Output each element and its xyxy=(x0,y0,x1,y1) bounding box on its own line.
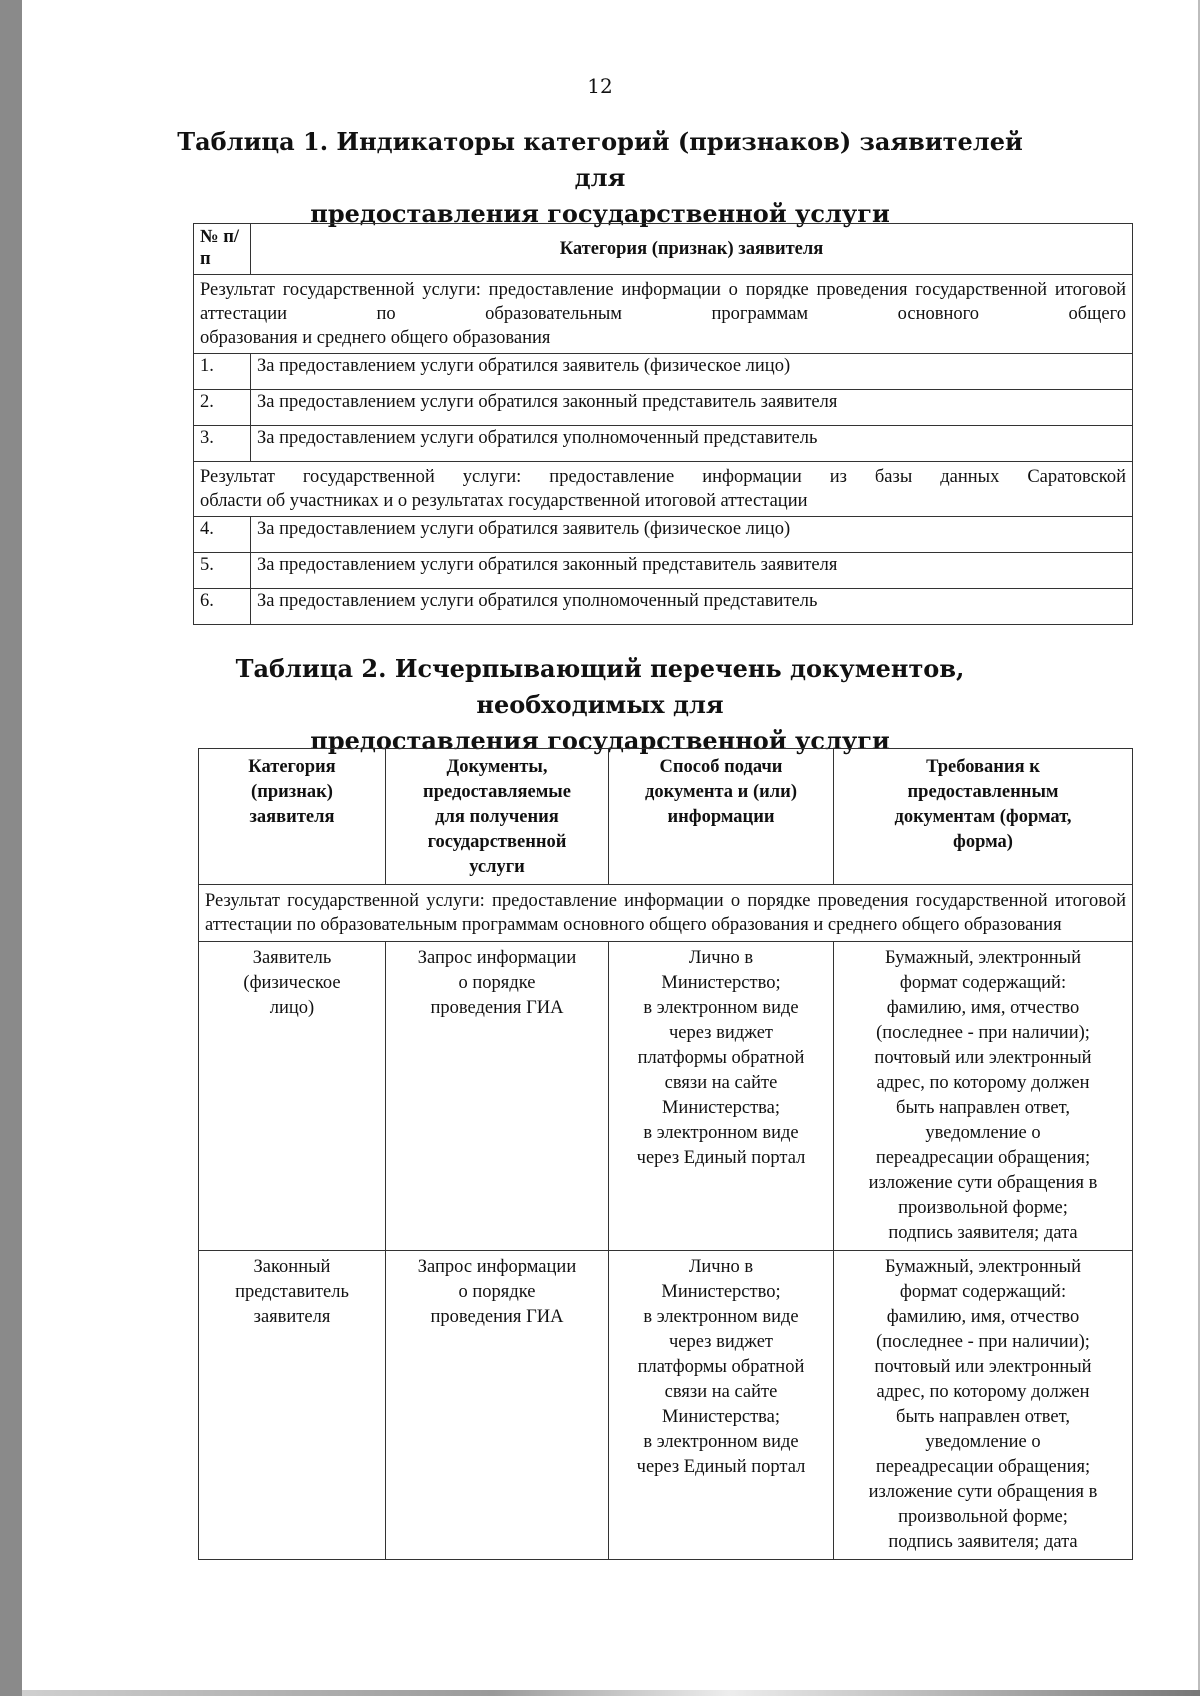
row-text: За предоставлением услуги обратился заявитель (физическое лицо) xyxy=(251,354,1133,390)
table1-section-1-text: Результат государственной услуги: предоставление информации о порядке проведения государственной итоговой аттестации по образовательным программам основного общего xyxy=(200,280,1126,324)
page-number: 12 xyxy=(587,74,613,98)
table-row xyxy=(194,426,1133,462)
row-category: Заявитель (физическое лицо) xyxy=(199,942,386,1251)
row-num: 3. xyxy=(194,426,251,462)
row-requirements: Бумажный, электронный формат содержащий: фамилию, имя, отчество (последнее - при наличии); почтовый или электронный адрес, по которому должен быть направлен ответ, уведомление о переадресации обращения; изложение сути обращения в произвольной форме; подпись заявителя; дата xyxy=(834,1251,1133,1560)
table2-header-documents: Документы, предоставляемые для получения государственной услуги xyxy=(386,749,609,885)
table2-header-method: Способ подачи документа и (или) информации xyxy=(609,749,834,885)
table1-section-2-text: Результат государственной услуги: предоставление информации из базы данных Саратовской xyxy=(200,467,1126,487)
row-text: За предоставлением услуги обратился уполномоченный представитель xyxy=(251,589,1133,625)
table1-section-1-last-line: образования и среднего общего образования xyxy=(200,328,551,348)
table1-header-row xyxy=(194,224,1133,275)
scan-left-edge xyxy=(0,0,22,1696)
table1-title xyxy=(150,124,1050,232)
row-requirements: Бумажный, электронный формат содержащий: фамилию, имя, отчество (последнее - при наличии); почтовый или электронный адрес, по которому должен быть направлен ответ, уведомление о переадресации обращения; изложение сути обращения в произвольной форме; подпись заявителя; дата xyxy=(834,942,1133,1251)
table-row xyxy=(194,390,1133,426)
table1-section-1 xyxy=(194,275,1133,354)
table2-header-requirements: Требования к предоставленным документам (формат, форма) xyxy=(834,749,1133,885)
table2-header-category: Категория (признак) заявителя xyxy=(199,749,386,885)
row-method: Лично в Министерство; в электронном виде через виджет платформы обратной связи на сайте Министерства; в электронном виде через Единый портал xyxy=(609,942,834,1251)
table-row xyxy=(194,517,1133,553)
table-row xyxy=(199,1251,1133,1560)
table1-title-line1: Таблица 1. Индикаторы категорий (признаков) заявителей для xyxy=(177,127,1023,192)
table2-header-row xyxy=(199,749,1133,885)
row-method: Лично в Министерство; в электронном виде через виджет платформы обратной связи на сайте Министерства; в электронном виде через Единый портал xyxy=(609,1251,834,1560)
table2-title-line2: предоставления государственной услуги xyxy=(310,726,890,755)
table-row xyxy=(194,354,1133,390)
scan-bottom-edge xyxy=(22,1690,1200,1696)
table2-documents-list xyxy=(198,748,1133,1560)
table1-section-2-last-line: области об участниках и о результатах государственной итоговой аттестации xyxy=(200,491,808,511)
table1-section-2-cell xyxy=(194,462,1133,517)
row-text: За предоставлением услуги обратился законный представитель заявителя xyxy=(251,390,1133,426)
table-row xyxy=(194,589,1133,625)
row-num: 4. xyxy=(194,517,251,553)
row-num: 6. xyxy=(194,589,251,625)
row-text: За предоставлением услуги обратился законный представитель заявителя xyxy=(251,553,1133,589)
table2-section xyxy=(199,885,1133,942)
table1-applicant-categories xyxy=(193,223,1133,625)
table2-title xyxy=(150,651,1050,759)
row-text: За предоставлением услуги обратился заявитель (физическое лицо) xyxy=(251,517,1133,553)
row-documents: Запрос информации о порядке проведения ГИА xyxy=(386,1251,609,1560)
table-row xyxy=(199,942,1133,1251)
row-text: За предоставлением услуги обратился уполномоченный представитель xyxy=(251,426,1133,462)
table1-header-num: № п/п xyxy=(194,224,251,275)
table2-section-text: Результат государственной услуги: предоставление информации о порядке проведения государственной итоговой аттестации по образовательным программам основного общего образования и среднего общего образования xyxy=(199,885,1133,942)
table-row xyxy=(194,553,1133,589)
row-num: 2. xyxy=(194,390,251,426)
row-num: 5. xyxy=(194,553,251,589)
table1-title-line2: предоставления государственной услуги xyxy=(310,199,890,228)
row-documents: Запрос информации о порядке проведения ГИА xyxy=(386,942,609,1251)
table1-section-2 xyxy=(194,462,1133,517)
row-category: Законный представитель заявителя xyxy=(199,1251,386,1560)
table2-title-line1: Таблица 2. Исчерпывающий перечень документов, необходимых для xyxy=(235,654,965,719)
table1-section-1-cell xyxy=(194,275,1133,354)
row-num: 1. xyxy=(194,354,251,390)
table1-header-category: Категория (признак) заявителя xyxy=(251,224,1133,275)
